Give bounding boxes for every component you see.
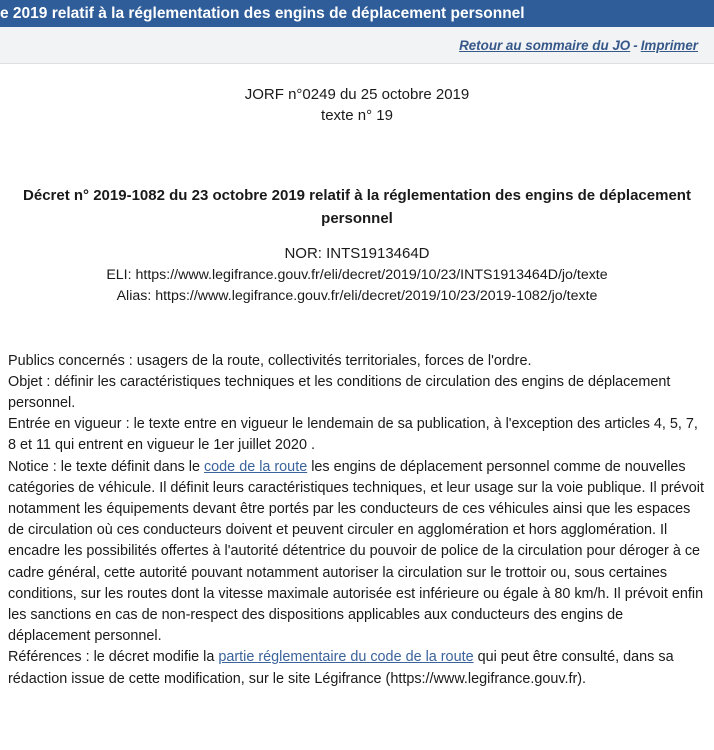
partie-reglementaire-link[interactable]: partie réglementaire du code de la route [218,649,474,666]
references-prefix: Références : le décret modifie la [8,649,219,666]
window-title-bar [0,0,714,27]
eli-identifier: ELI: https://www.legifrance.gouv.fr/eli/decret/2019/10/23/INTS1913464D/jo/texte [106,266,608,283]
top-navigation [0,27,714,64]
print-link[interactable]: Imprimer [640,38,698,53]
notice-paragraph [8,457,706,648]
text-number: texte n° 19 [321,107,393,124]
references-paragraph [8,647,706,689]
publics-paragraph: Publics concernés : usagers de la route, collectivités territoriales, forces de l'ordre. [8,352,532,369]
entree-paragraph: Entrée en vigueur : le texte entre en vigueur le lendemain de sa publication, à l'exception des articles 4, 5, 7, 8 et 11 qui entrent en vigueur le 1er juillet 2020 . [8,416,698,454]
identifiers-block [0,243,714,308]
back-to-summary-link[interactable]: Retour au sommaire du JO [459,38,631,53]
nor-identifier: NOR: INTS1913464D [284,245,430,262]
publication-header [0,64,714,126]
notice-text: les engins de déplacement personnel comme de nouvelles catégories de véhicule. Il définit leurs caractéristiques techniques, et leur usage sur la voie publique. Il prévoit notamment les équipements devant être portés par les conducteurs de ces véhicules ainsi que les espaces de circulation où ces conducteurs doivent et peuvent circuler en agglomération et hors agglomération. Il encadre les possibilités offertes à l'autorité détentrice du pouvoir de police de la circulation pour déroger à ce cadre général, cette autorité pouvant notamment autoriser la circulation sur le trottoir ou, sous certaines conditions, sur les routes dont la vitesse maximale autorisée est inférieure ou égale à 80 km/h. Il prévoit enfin les sanctions en cas de non-respect des dispositions applicables aux conducteurs des engins de déplacement personnel. [8,458,704,645]
references-text: qui peut être consulté, dans sa rédaction issue de cette modification, sur le site Légifrance (https://www.legifrance.gouv.fr). [8,649,674,687]
decree-summary [0,351,714,690]
window-title: e 2019 relatif à la réglementation des engins de déplacement personnel [0,5,525,22]
decree-title: Décret n° 2019-1082 du 23 octobre 2019 relatif à la réglementation des engins de déplacement personnel [23,187,691,227]
code-de-la-route-link[interactable]: code de la route [203,458,308,475]
notice-prefix: Notice : le texte définit dans le [8,458,204,475]
nav-separator: - [633,38,638,53]
jorf-reference: JORF n°0249 du 25 octobre 2019 [244,86,470,103]
objet-paragraph: Objet : définir les caractéristiques techniques et les conditions de circulation des engins de déplacement personnel. [8,373,671,411]
alias-identifier: Alias: https://www.legifrance.gouv.fr/eli/decret/2019/10/23/2019-1082/jo/texte [116,288,598,304]
